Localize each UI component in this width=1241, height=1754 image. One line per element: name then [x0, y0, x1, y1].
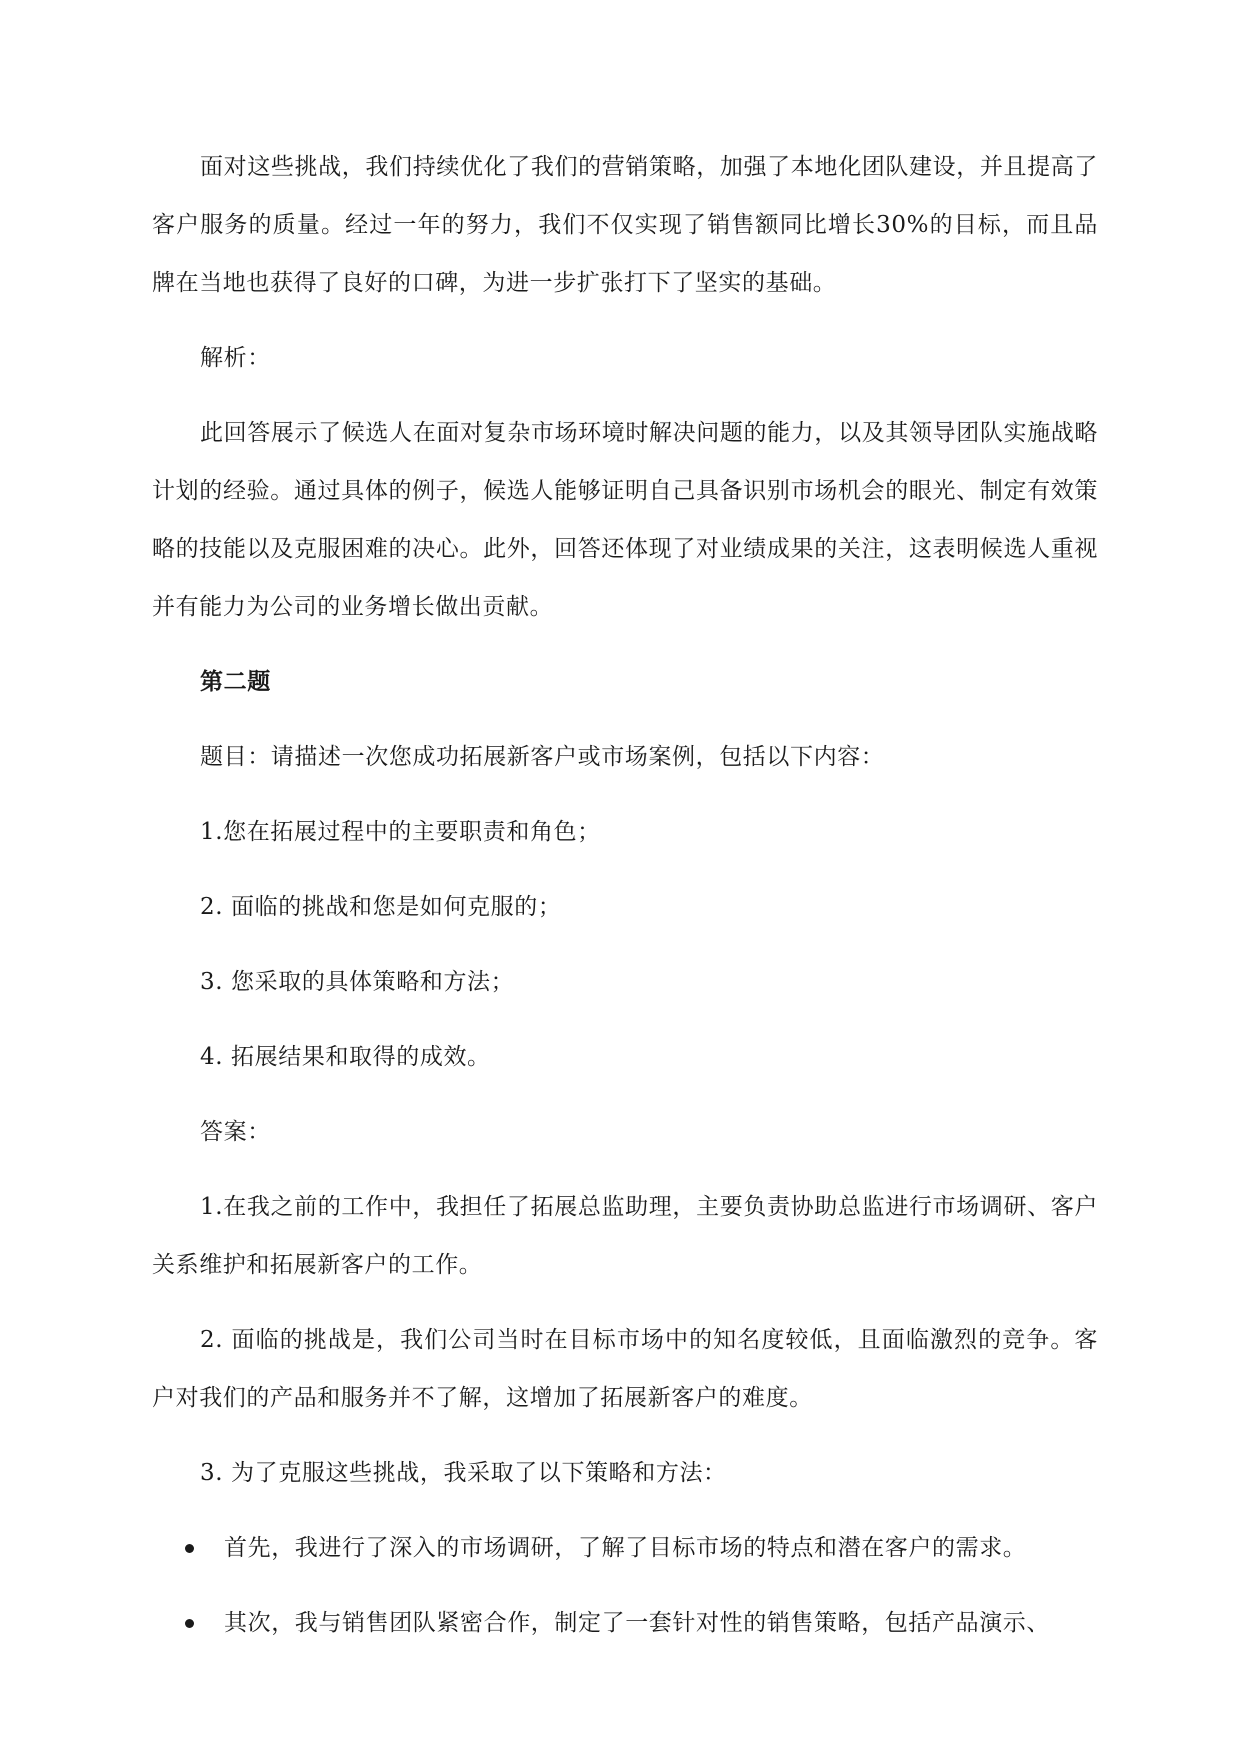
bullet-text: 首先，我进行了深入的市场调研，了解了目标市场的特点和潜在客户的需求。 — [224, 1535, 1027, 1561]
question-item-4: 4. 拓展结果和取得的成效。 — [200, 1044, 491, 1070]
answer-item-2: 2. 面临的挑战是，我们公司当时在目标市场中的知名度较低，且面临激烈的竞争。客户对我们的产品和服务并不了解，这增加了拓展新客户的难度。 — [152, 1327, 1098, 1411]
question-item-3: 3. 您采取的具体策略和方法； — [200, 969, 515, 995]
paragraph-summary: 面对这些挑战，我们持续优化了我们的营销策略，加强了本地化团队建设，并且提高了客户服务的质量。经过一年的努力，我们不仅实现了销售额同比增长30%的目标，而且品牌在当地也获得了良好的口碑，为进一步扩张打下了坚实的基础。 — [152, 154, 1098, 296]
paragraph-analysis: 此回答展示了候选人在面对复杂市场环境时解决问题的能力，以及其领导团队实施战略计划的经验。通过具体的例子，候选人能够证明自己具备识别市场机会的眼光、制定有效策略的技能以及克服困难的决心。此外，回答还体现了对业绩成果的关注，这表明候选人重视并有能力为公司的业务增长做出贡献。 — [152, 420, 1098, 620]
analysis-label: 解析： — [200, 345, 271, 371]
question-item-2: 2. 面临的挑战和您是如何克服的； — [200, 894, 562, 920]
question-text: 题目：请描述一次您成功拓展新客户或市场案例，包括以下内容： — [200, 744, 885, 770]
answer-item-3: 3. 为了克服这些挑战，我采取了以下策略和方法： — [200, 1460, 727, 1486]
document-body — [152, 138, 1098, 1669]
strategy-bullet-list — [152, 1519, 1098, 1652]
list-item — [152, 1519, 1098, 1577]
answer-item-1: 1.在我之前的工作中，我担任了拓展总监助理，主要负责协助总监进行市场调研、客户关系维护和拓展新客户的工作。 — [152, 1194, 1098, 1278]
section-heading: 第二题 — [200, 669, 271, 695]
bullet-icon — [185, 1544, 194, 1553]
list-item — [152, 1594, 1098, 1652]
bullet-text: 其次，我与销售团队紧密合作，制定了一套针对性的销售策略，包括产品演示、 — [224, 1610, 1050, 1636]
bullet-icon — [185, 1619, 194, 1628]
question-item-1: 1.您在拓展过程中的主要职责和角色； — [200, 819, 601, 845]
answer-label: 答案： — [200, 1119, 271, 1145]
